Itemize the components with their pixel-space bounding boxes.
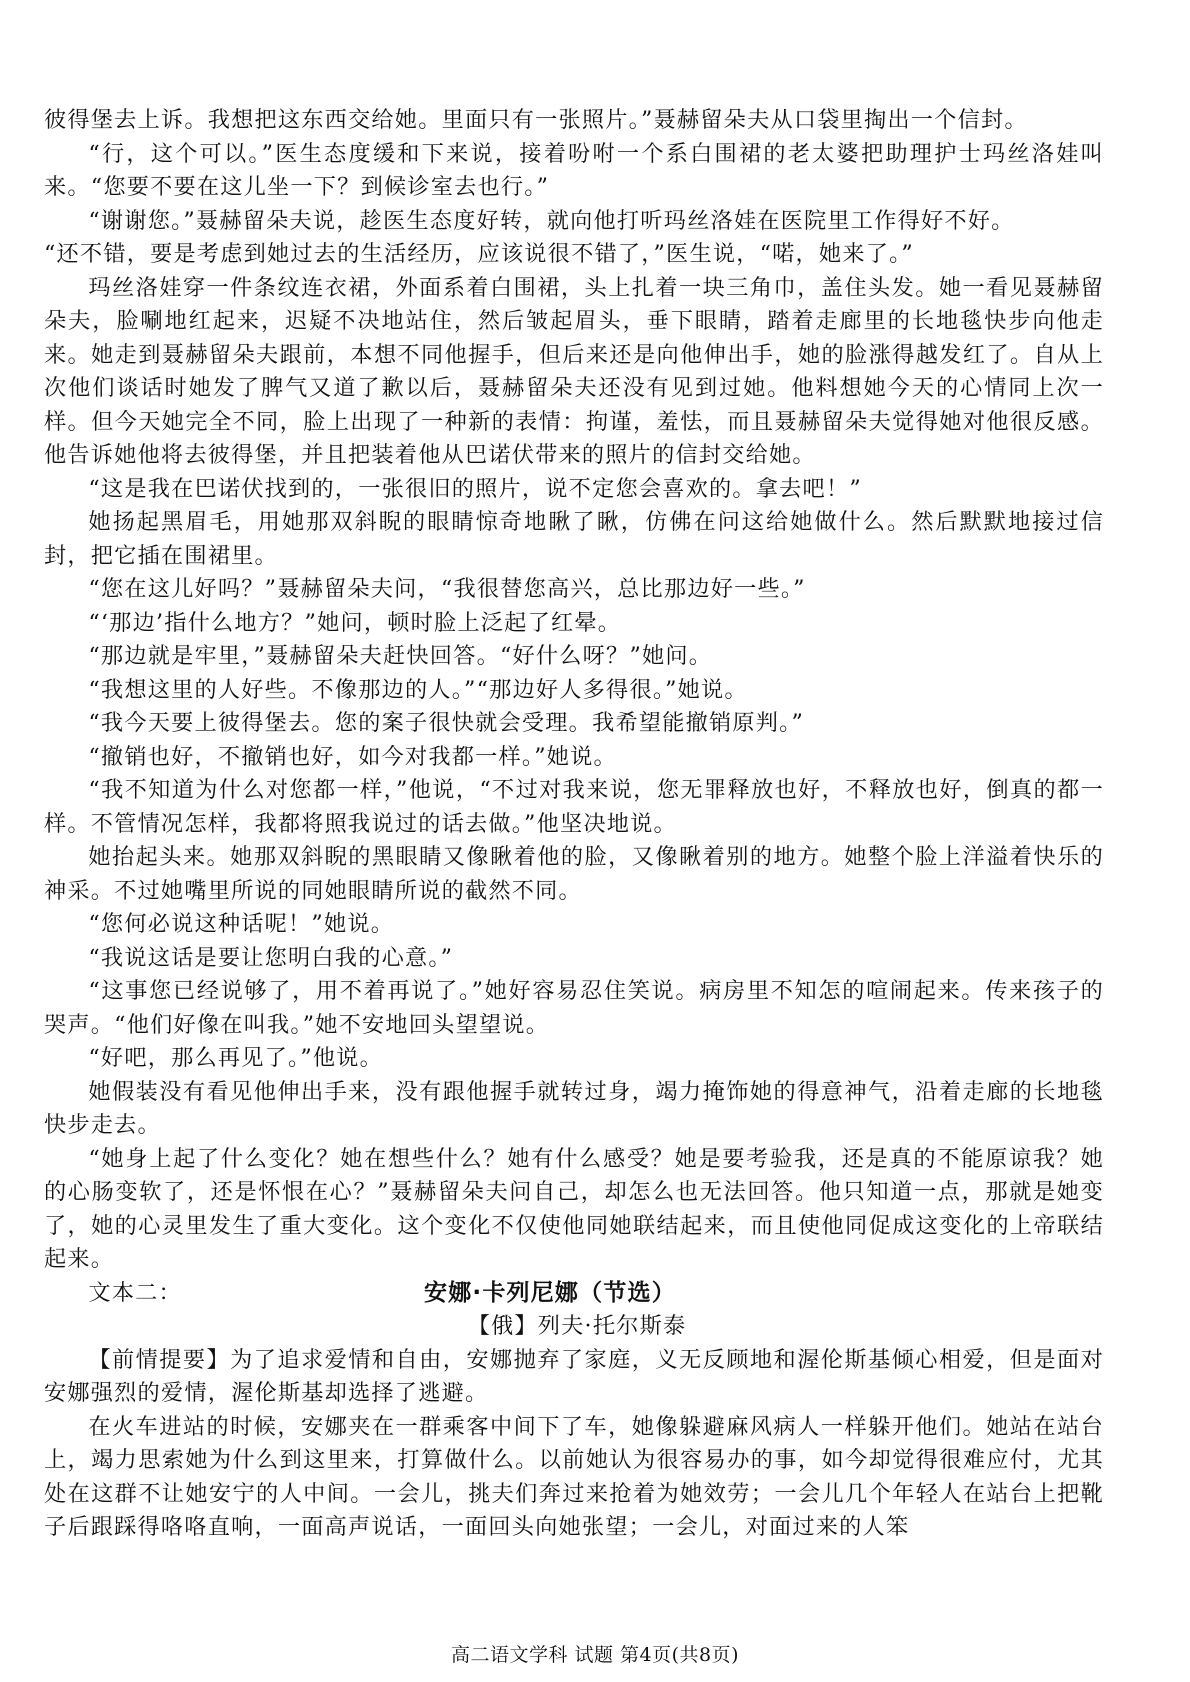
paragraph: 她假装没有看见他伸出手来，没有跟他握手就转过身，竭力掩饰她的得意神气，沿着走廊的长地毯快步走去。 xyxy=(44,1078,1104,1138)
paragraph: “您何必说这种话呢！”她说。 xyxy=(88,911,395,937)
paragraph: 玛丝洛娃穿一件条纹连衣裙，外面系着白围裙，头上扎着一块三角巾，盖住头发。她一看见聂赫留朵夫，脸唰地红起来，迟疑不决地站住，然后皱起眉头，垂下眼睛，踏着走廊里的长地毯快步向他走来。她走到聂赫留朵夫跟前，本想不同他握手，但后来还是向他伸出手，她的脸涨得越发红了。自从上次他们谈话时她发了脾气又道了歉以后，聂赫留朵夫还没有见到过她。他料想她今天的心情同上次一样。但今天她完全不同，脸上出现了一种新的表情：拘谨，羞怯，而且聂赫留朵夫觉得她对他很反感。他告诉她他将去彼得堡，并且把装着他从巴诺伏带来的照片的信封交给她。 xyxy=(44,274,1104,468)
page-content xyxy=(44,104,1104,1545)
paragraph: 她抬起头来。她那双斜睨的黑眼睛又像瞅着他的脸，又像瞅着别的地方。她整个脸上洋溢着快乐的神采。不过她嘴里所说的同她眼睛所说的截然不同。 xyxy=(44,844,1104,904)
paragraph: “那边就是牢里，”聂赫留朵夫赶快回答。“好什么呀？”她问。 xyxy=(88,643,713,669)
text-two-body xyxy=(44,1344,1104,1545)
paragraph: “我不知道为什么对您都一样，”他说，“不过对我来说，您无罪释放也好，不释放也好，倒真的都一样。不管情况怎样，我都将照我说过的话去做。”他坚决地说。 xyxy=(44,777,1104,837)
paragraph: “我说这话是要让您明白我的心意。” xyxy=(88,944,454,971)
paragraph: 彼得堡去上诉。我想把这东西交给她。里面只有一张照片。”聂赫留朵夫从口袋里掏出一个信封。 xyxy=(44,107,1028,133)
text-two-label: 文本二： xyxy=(88,1279,182,1306)
paragraph: “谢谢您。”聂赫留朵夫说，趁医生态度好转，就向他打听玛丝洛娃在医院里工作得好不好。 xyxy=(88,207,1015,234)
paragraph: “您在这儿好吗？”聂赫留朵夫问，“我很替您高兴，总比那边好一些。” xyxy=(88,576,806,602)
paragraph: 在火车进站的时候，安娜夹在一群乘客中间下了车，她像躲避麻风病人一样躲开他们。她站在站台上，竭力思索她为什么到这里来，打算做什么。以前她认为很容易办的事，如今却觉得很难应付，尤其处在这群不让她安宁的人中间。一会儿，挑夫们奔过来抢着为她效劳；一会儿几个年轻人在站台上把靴子后跟踩得咯咯直响，一面高声说话，一面回头向她张望；一会儿，对面过来的人笨 xyxy=(44,1413,1104,1540)
paragraph: “我今天要上彼得堡去。您的案子很快就会受理。我希望能撤销原判。” xyxy=(88,710,805,736)
text-two-author: 【俄】列夫·托尔斯泰 xyxy=(467,1313,687,1339)
paragraph: “这事您已经说够了，用不着再说了。”她好容易忍住笑说。病房里不知怎的喧闹起来。传来孩子的哭声。“他们好像在叫我。”她不安地回头望望说。 xyxy=(44,978,1104,1038)
paragraph: “‘那边’指什么地方？”她问，顿时脸上泛起了红晕。 xyxy=(88,609,622,636)
paragraph: “她身上起了什么变化？她在想些什么？她有什么感受？她是要考验我，还是真的不能原谅我？她的心肠变软了，还是怀恨在心？”聂赫留朵夫问自己，却怎么也无法回答。他只知道一点，那就是她变了，她的心灵里发生了重大变化。这个变化不仅使他同她联结起来，而且使他同促成这变化的上帝联结起来。 xyxy=(44,1145,1104,1272)
paragraph: “行，这个可以。”医生态度缓和下来说，接着吩咐一个系白围裙的老太婆把助理护士玛丝洛娃叫来。“您要不要在这儿坐一下？到候诊室去也行。” xyxy=(44,140,1104,200)
text-two-title: 安娜·卡列尼娜（节选） xyxy=(424,1279,676,1306)
paragraph: 她扬起黑眉毛，用她那双斜睨的眼睛惊奇地瞅了瞅，仿佛在问这给她做什么。然后默默地接过信封，把它插在围裙里。 xyxy=(44,509,1104,569)
text-one-body xyxy=(44,104,1104,1277)
page-footer: 高二语文学科 试题 第4页(共8页) xyxy=(450,1644,740,1666)
paragraph: “撤销也好，不撤销也好，如今对我都一样。”她说。 xyxy=(88,743,617,770)
paragraph: 【前情提要】为了追求爱情和自由，安娜抛弃了家庭，义无反顾地和渥伦斯基倾心相爱，但是面对安娜强烈的爱情，渥伦斯基却选择了逃避。 xyxy=(44,1346,1104,1406)
paragraph: “好吧，那么再见了。”他说。 xyxy=(88,1045,384,1071)
paragraph: “我想这里的人好些。不像那边的人。”“那边好人多得很。”她说。 xyxy=(88,676,748,703)
paragraph: “还不错，要是考虑到她过去的生活经历，应该说很不错了，”医生说，“喏，她来了。” xyxy=(44,241,914,267)
paragraph: “这是我在巴诺伏找到的，一张很旧的照片，说不定您会喜欢的。拿去吧！” xyxy=(88,475,862,502)
text-two-heading xyxy=(44,1277,1104,1311)
